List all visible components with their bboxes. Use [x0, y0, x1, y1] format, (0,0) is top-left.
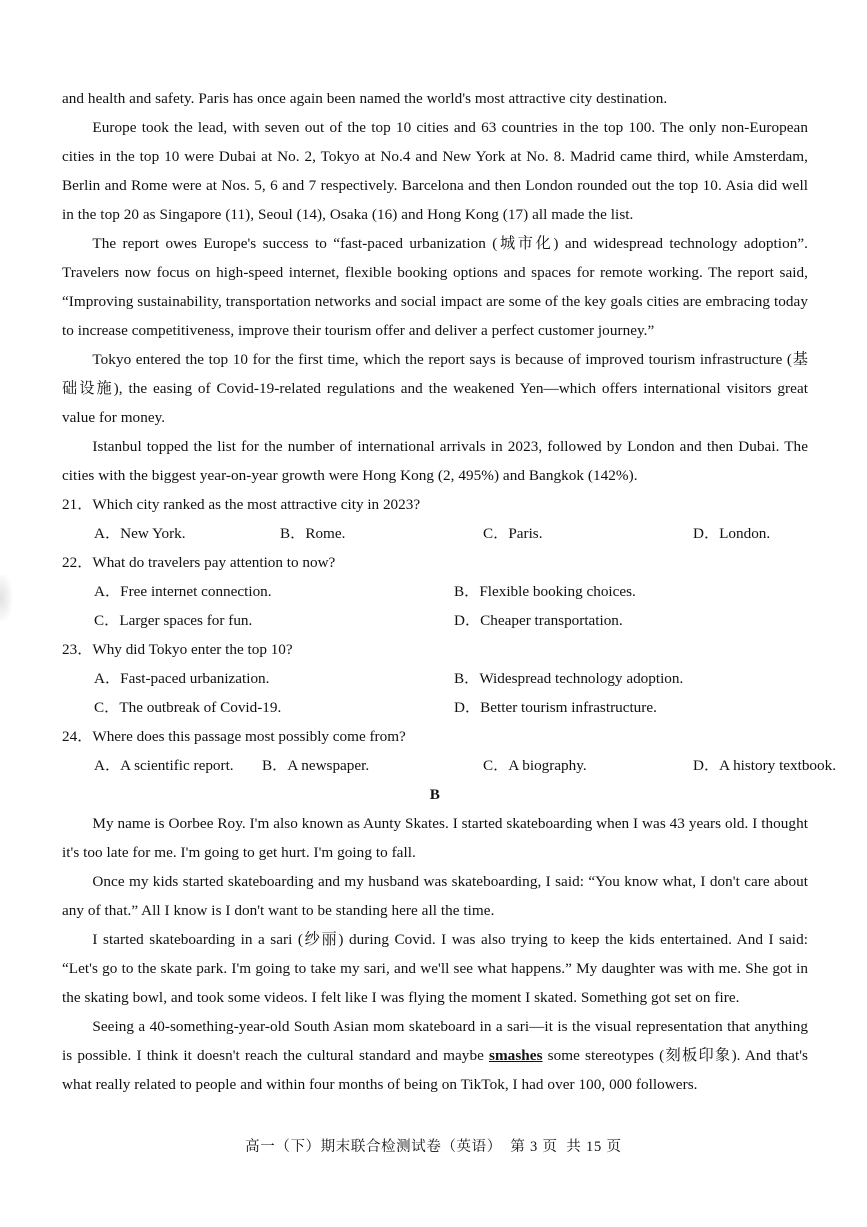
passage-a-paragraph-4: Tokyo entered the top 10 for the first time, which the report says is because of improved tourism infrastructure (基础设施), the easing of Covid-19-related regulations and the weakened Yen—which offers international visitors great value for money.	[62, 351, 808, 426]
question-21-stem	[62, 490, 808, 519]
question-22	[62, 548, 808, 635]
option-21-b[interactable]	[280, 519, 483, 548]
page-footer	[0, 1135, 867, 1156]
option-text: A history textbook.	[719, 757, 837, 774]
option-letter: C．	[94, 612, 120, 629]
option-row	[94, 606, 808, 635]
question-22-number: 22．	[62, 554, 93, 571]
option-text: Widespread technology adoption.	[479, 670, 684, 687]
option-text: New York.	[120, 525, 186, 542]
question-24-options	[62, 751, 837, 780]
option-22-c[interactable]	[94, 606, 454, 635]
passage-b-paragraph-1: My name is Oorbee Roy. I'm also known as Aunty Skates. I started skateboarding when I was 43 years old. I thought it's too late for me. I'm going to get hurt. I'm going to fall.	[62, 815, 808, 861]
option-23-c[interactable]	[94, 693, 454, 722]
option-letter: A．	[94, 757, 121, 774]
option-letter: A．	[94, 525, 121, 542]
option-24-c[interactable]	[483, 751, 693, 780]
option-21-a[interactable]	[94, 519, 280, 548]
option-text: Flexible booking choices.	[479, 583, 636, 600]
option-text: A scientific report.	[120, 757, 234, 774]
question-23	[62, 635, 808, 722]
option-row	[94, 693, 808, 722]
option-letter: D．	[454, 612, 481, 629]
option-text: Fast-paced urbanization.	[120, 670, 270, 687]
question-23-number: 23．	[62, 641, 93, 658]
passage-a-paragraph-1: and health and safety. Paris has once again been named the world's most attractive city destination.	[62, 90, 668, 107]
option-text: A newspaper.	[287, 757, 370, 774]
option-23-a[interactable]	[94, 664, 454, 693]
option-letter: D．	[693, 525, 720, 542]
option-letter: A．	[94, 583, 121, 600]
option-23-b[interactable]	[454, 664, 683, 693]
option-letter: B．	[262, 757, 288, 774]
option-text: Better tourism infrastructure.	[480, 699, 657, 716]
question-24-stem	[62, 722, 808, 751]
option-text: Larger spaces for fun.	[119, 612, 253, 629]
option-row	[94, 664, 808, 693]
option-24-d[interactable]	[693, 751, 836, 780]
option-22-d[interactable]	[454, 606, 623, 635]
option-text: A biography.	[508, 757, 587, 774]
option-letter: B．	[454, 670, 480, 687]
question-21-text: Which city ranked as the most attractive city in 2023?	[92, 496, 421, 513]
passage-b-label: B	[429, 786, 441, 803]
option-letter: B．	[454, 583, 480, 600]
option-23-d[interactable]	[454, 693, 657, 722]
option-text: Free internet connection.	[120, 583, 272, 600]
question-23-stem	[62, 635, 808, 664]
option-letter: D．	[693, 757, 720, 774]
question-24-number: 24．	[62, 728, 93, 745]
option-letter: D．	[454, 699, 481, 716]
option-21-c[interactable]	[483, 519, 693, 548]
option-text: Cheaper transportation.	[480, 612, 623, 629]
glossed-term-smashes: smashes	[489, 1047, 543, 1064]
question-24	[62, 722, 837, 780]
option-text: Paris.	[508, 525, 543, 542]
passage-b-paragraph-4	[62, 1012, 808, 1099]
passage-a-paragraph-2: Europe took the lead, with seven out of the top 10 cities and 63 countries in the top 100. The only non-European cities in the top 10 were Dubai at No. 2, Tokyo at No.4 and New York at No. 8. Madrid came third, while Amsterdam, Berlin and Rome were at Nos. 5, 6 and 7 respectively. Barcelona and then London rounded out the top 10. Asia did well in the top 20 as Singapore (11), Seoul (14), Osaka (16) and Hong Kong (17) all made the list.	[62, 119, 808, 223]
page-content	[62, 84, 837, 1099]
paragraph-text-before-term: Seeing a 40-something-year-old South Asian mom skateboard in a sari—it is the visual representation that anything is possible. I think it doesn't reach the cultural standard and maybe	[62, 1018, 808, 1064]
question-24-text: Where does this passage most possibly come from?	[92, 728, 406, 745]
option-letter: C．	[483, 525, 509, 542]
option-24-a[interactable]	[94, 751, 262, 780]
passage-b-paragraph-3: I started skateboarding in a sari (纱丽) during Covid. I was also trying to keep the kids entertained. And I said: “Let's go to the skate park. I'm going to take my sari, and we'll see what happens.” My daughter was with me. She got in the skating bowl, and took some videos. I felt like I was flying the moment I skated. Something got set on fire.	[62, 931, 808, 1006]
paragraph-text-after-term: some stereotypes (刻板印象). And that's what really related to people and within four months of being on TikTok, I had over 100, 000 followers.	[62, 1047, 808, 1093]
question-22-text: What do travelers pay attention to now?	[92, 554, 336, 571]
option-letter: C．	[483, 757, 509, 774]
option-22-b[interactable]	[454, 577, 636, 606]
question-23-options	[62, 664, 808, 722]
passage-a-paragraph-3: The report owes Europe's success to “fast-paced urbanization (城市化) and widespread technology adoption”. Travelers now focus on high-speed internet, flexible booking options and spaces for remote working. The report said, “Improving sustainability, transportation networks and social impact are some of the key goals cities are embracing today to increase competitiveness, improve their tourism offer and deliver a perfect customer journey.”	[62, 235, 808, 339]
scan-artifact	[0, 575, 12, 621]
option-21-d[interactable]	[693, 519, 770, 548]
question-21-number: 21．	[62, 496, 93, 513]
option-letter: A．	[94, 670, 121, 687]
option-text: Rome.	[305, 525, 346, 542]
passage-b-paragraph-2: Once my kids started skateboarding and my husband was skateboarding, I said: “You know what, I don't care about any of that.” All I know is I don't want to be standing here all the time.	[62, 873, 808, 919]
option-row	[94, 519, 808, 548]
footer-total-pages: 共 15 页	[566, 1139, 622, 1155]
option-row	[94, 577, 808, 606]
question-21-options	[62, 519, 808, 548]
option-letter: B．	[280, 525, 306, 542]
option-text: London.	[719, 525, 771, 542]
question-23-text: Why did Tokyo enter the top 10?	[92, 641, 293, 658]
option-24-b[interactable]	[262, 751, 483, 780]
option-letter: C．	[94, 699, 120, 716]
footer-page-number: 第 3 页	[510, 1139, 558, 1155]
option-text: The outbreak of Covid-19.	[119, 699, 282, 716]
question-21	[62, 490, 808, 548]
question-22-stem	[62, 548, 808, 577]
option-row	[94, 751, 837, 780]
question-22-options	[62, 577, 808, 635]
option-22-a[interactable]	[94, 577, 454, 606]
footer-exam-title: 高一（下）期末联合检测试卷（英语）	[245, 1139, 502, 1155]
passage-a-paragraph-5: Istanbul topped the list for the number of international arrivals in 2023, followed by London and then Dubai. The cities with the biggest year-on-year growth were Hong Kong (2, 495%) and Bangkok (142%).	[62, 438, 808, 484]
